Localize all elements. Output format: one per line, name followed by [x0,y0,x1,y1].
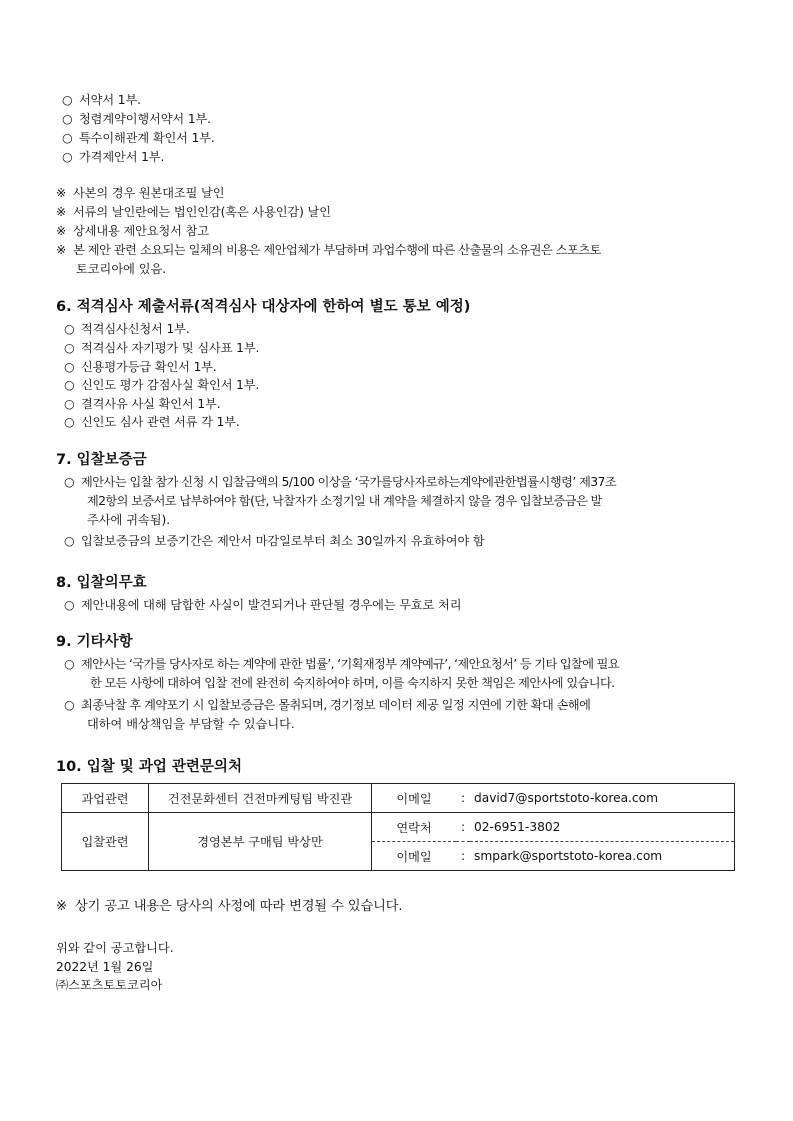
note-mark: ※ [56,899,67,914]
list-item-continuation: 주사에 귀속됨). [87,513,171,527]
table-cell-sep: : [456,842,470,871]
circle-bullet: ○ [64,475,75,489]
circle-bullet: ○ [64,534,75,548]
circle-bullet: ○ [64,360,75,374]
table-cell-category: 과업관련 [62,784,149,813]
section-9-title: 9. 기타사항 [56,634,133,650]
circle-bullet: ○ [62,112,73,126]
table-cell-category: 입찰관련 [62,813,149,871]
table-cell-field: 이메일 [372,784,457,813]
note [56,223,209,239]
list-item-text: 특수이해관계 확인서 1부. [79,131,215,145]
circle-bullet: ○ [64,657,75,671]
list-item [62,111,211,127]
note-mark: ※ [56,186,67,200]
section-8-title: 8. 입찰의무효 [56,575,147,591]
circle-bullet: ○ [62,131,73,145]
list-item [64,377,259,393]
note-continuation: 토코리아에 있음. [76,262,167,276]
note [56,204,331,220]
change-notice-text: 상기 공고 내용은 당사의 사정에 따라 변경될 수 있습니다. [75,899,403,914]
section-6-title: 6. 적격심사 제출서류(적격심사 대상자에 한하여 별도 통보 예정) [56,299,471,315]
list-item-continuation: 대하여 배상책임을 부담할 수 있습니다. [87,717,295,731]
circle-bullet: ○ [62,150,73,164]
announce-date: 2022년 1월 26일 [56,960,154,974]
circle-bullet: ○ [64,378,75,392]
circle-bullet: ○ [64,341,75,355]
list-item [64,414,240,430]
note-mark: ※ [56,205,67,219]
table-row [62,813,735,842]
table-cell-contact: 건전문화센터 건전마케팅팀 박진관 [149,784,372,813]
note-text: 서류의 날인란에는 법인인감(혹은 사용인감) 날인 [73,205,331,219]
note-mark: ※ [56,224,67,238]
note [56,185,224,201]
list-item [64,396,220,412]
list-item [64,697,590,713]
section-10-title: 10. 입찰 및 과업 관련문의처 [56,759,242,775]
list-item [64,597,461,613]
announce-text: 위와 같이 공고합니다. [56,941,174,955]
list-item [64,359,217,375]
table-cell-field: 이메일 [372,842,457,871]
circle-bullet: ○ [62,93,73,107]
table-cell-sep: : [456,813,470,842]
list-item-text: 신인도 심사 관련 서류 각 1부. [81,415,240,429]
circle-bullet: ○ [64,322,75,336]
list-item-text: 신인도 평가 감점사실 확인서 1부. [81,378,260,392]
list-item-continuation: 한 모든 사항에 대하여 입찰 전에 완전히 숙지하여야 하며, 이를 숙지하지 못한 책임은 제안사에 있습니다. [90,676,615,690]
list-item [64,533,485,549]
list-item-text: 적격심사 자기평가 및 심사표 1부. [81,341,260,355]
table-cell-contact: 경영본부 구매팀 박상만 [149,813,372,871]
list-item-text: 청렴계약이행서약서 1부. [79,112,211,126]
section-7-title: 7. 입찰보증금 [56,452,147,468]
change-notice [56,898,403,916]
list-item-text: 제안사는 ‘국가를 당사자로 하는 계약에 관한 법률’, ‘기획재정부 계약예규’, ‘제안요청서’ 등 기타 입찰에 필요 [81,657,620,671]
table-cell-email: smpark@sportstoto-korea.com [470,842,735,871]
circle-bullet: ○ [64,598,75,612]
note-mark: ※ [56,243,66,257]
list-item [64,656,619,672]
table-row [62,784,735,813]
list-item-text: 최종낙찰 후 계약포기 시 입찰보증금은 몰취되며, 경기정보 데이터 제공 일정 지연에 기한 확대 손해에 [81,698,591,712]
table-cell-sep: : [456,784,470,813]
company-name: ㈜스포츠토토코리아 [56,978,163,992]
contact-table [61,783,735,871]
note-text: 상세내용 제안요청서 참고 [73,224,209,238]
list-item [64,340,259,356]
list-item-text: 서약서 1부. [79,93,141,107]
list-item-text: 결격사유 사실 확인서 1부. [81,397,221,411]
table-cell-phone: 02-6951-3802 [470,813,735,842]
note [56,242,601,258]
list-item [62,149,164,165]
table-cell-email: david7@sportstoto-korea.com [470,784,735,813]
circle-bullet: ○ [64,698,75,712]
list-item [64,474,616,490]
note-text: 사본의 경우 원본대조필 날인 [73,186,225,200]
list-item [64,321,190,337]
table-cell-field: 연락처 [372,813,457,842]
list-item-text: 제안사는 입찰 참가 신청 시 입찰금액의 5/100 이상을 ‘국가를당사자로하는계약에관한법률시행령’ 제37조 [81,475,617,489]
list-item-text: 적격심사신청서 1부. [81,322,190,336]
circle-bullet: ○ [64,397,75,411]
list-item-text: 제안내용에 대해 담합한 사실이 발견되거나 판단될 경우에는 무효로 처리 [81,598,462,612]
list-item [62,92,141,108]
circle-bullet: ○ [64,415,75,429]
note-text: 본 제안 관련 소요되는 일체의 비용은 제안업체가 부담하며 과업수행에 따른 산출물의 소유권은 스포츠토 [73,243,601,257]
list-item [62,130,215,146]
list-item-text: 입찰보증금의 보증기간은 제안서 마감일로부터 최소 30일까지 유효하여야 함 [81,534,485,548]
list-item-text: 신용평가등급 확인서 1부. [81,360,217,374]
list-item-text: 가격제안서 1부. [79,150,165,164]
list-item-continuation: 제2항의 보증서로 납부하여야 함(단, 낙찰자가 소정기일 내 계약을 체결하지 않을 경우 입찰보증금은 발 [87,494,602,508]
